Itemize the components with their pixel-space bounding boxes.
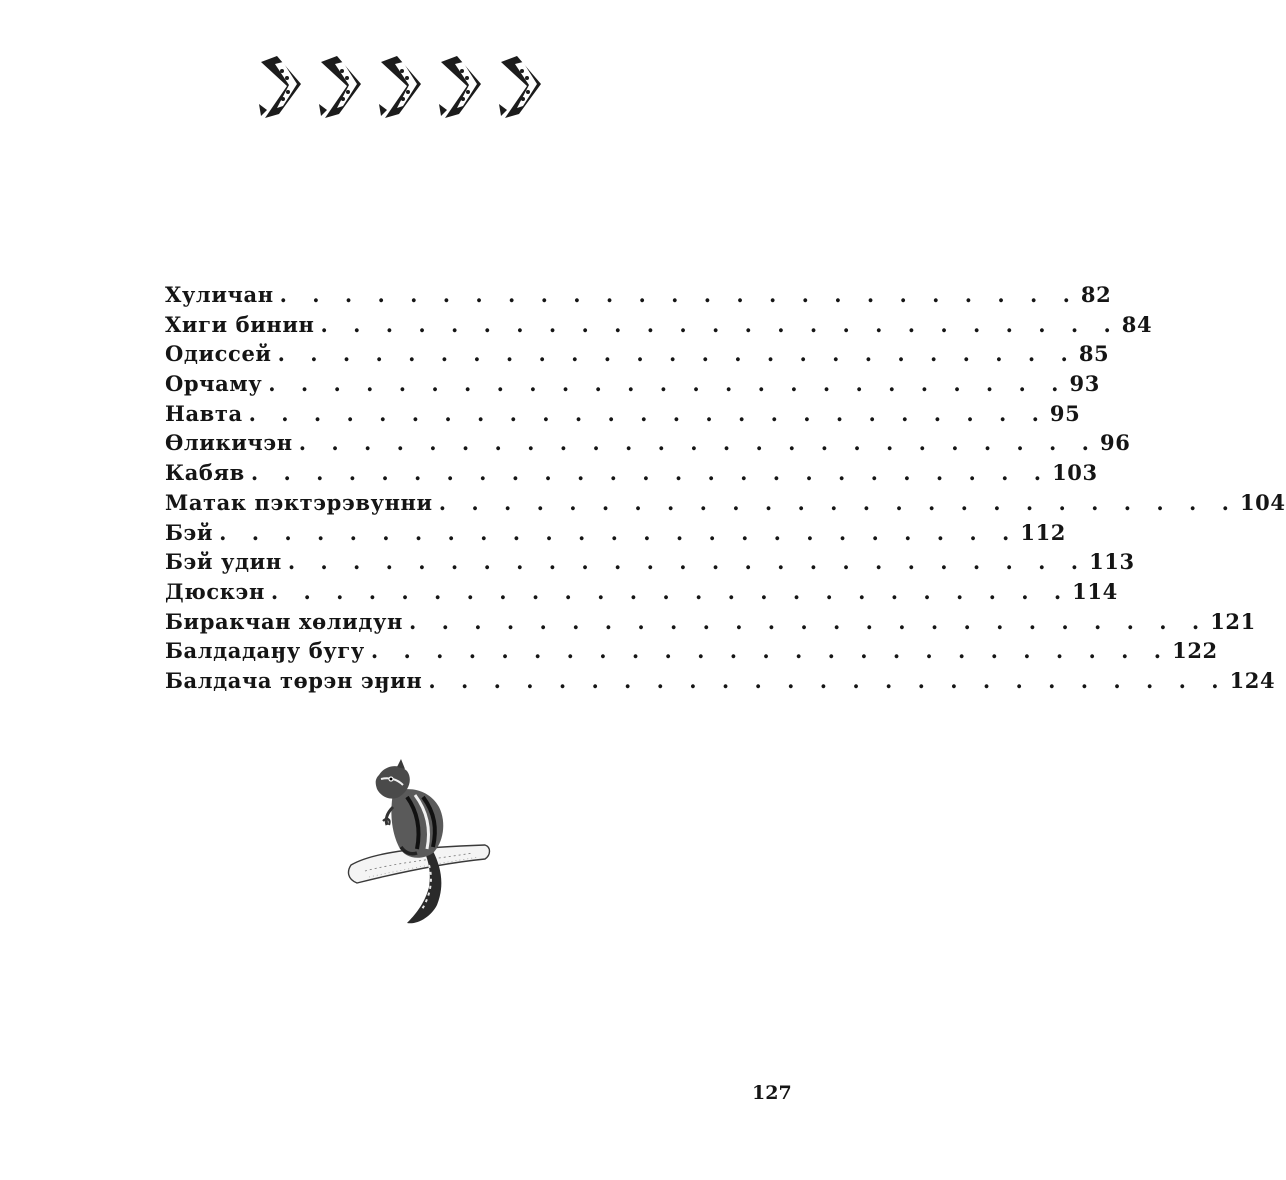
toc-leader-dots: . . . . . . . . . . . . . . . . . . . . . . . . . — [248, 400, 1048, 426]
chevron-icon — [499, 56, 541, 118]
toc-leader-dots: . . . . . . . . . . . . . . . . . . . . . . . . . — [250, 460, 1051, 486]
page-number: 127 — [752, 1082, 792, 1104]
chevron-ornament — [255, 52, 555, 122]
toc-leader-dots: . . . . . . . . . . . . . . . . . . . . . . . . . — [320, 311, 1120, 337]
toc-entry-page: 121 — [1210, 608, 1256, 634]
toc-entry-title: Балдадаӈу бугу — [165, 638, 365, 664]
toc-entry-page: 103 — [1052, 460, 1098, 486]
toc-leader-dots: . . . . . . . . . . . . . . . . . . . . . . . . . — [268, 371, 1068, 397]
toc-entry — [165, 489, 1286, 520]
toc-entry-page: 95 — [1049, 400, 1081, 426]
toc-leader-dots: . . . . . . . . . . . . . . . . . . . . . . . . . — [270, 578, 1071, 604]
toc-entry-title: Одиссей — [165, 341, 272, 367]
toc-entry — [165, 371, 1100, 401]
toc-leader-dots: . . . . . . . . . . . . . . . . . . . . . . . . . — [370, 638, 1171, 664]
chevron-icon — [319, 56, 361, 118]
toc-leader-dots: . . . . . . . . . . . . . . . . . . . . . . . . . — [279, 282, 1079, 307]
toc-entry — [165, 578, 1118, 609]
toc-entry-title: Навта — [165, 400, 243, 426]
chipmunk-illustration — [345, 755, 495, 935]
toc-entry-page: 104 — [1239, 489, 1286, 515]
toc-entry-page: 93 — [1069, 371, 1100, 397]
toc-entry — [165, 400, 1081, 431]
toc-entry — [165, 311, 1153, 342]
toc-entry — [165, 282, 1112, 312]
toc-leader-dots: . . . . . . . . . . . . . . . . . . . . . . . . . — [438, 489, 1238, 515]
toc-leader-dots: . . . . . . . . . . . . . . . . . . . . . . . . . — [287, 549, 1088, 575]
toc-entry-page: 122 — [1172, 638, 1218, 664]
toc-entry — [165, 667, 1276, 698]
toc-leader-dots: . . . . . . . . . . . . . . . . . . . . . . . . . — [219, 519, 1019, 545]
toc-entry-page: 112 — [1020, 519, 1066, 545]
toc-entry-title: Хиги бинин — [165, 311, 315, 337]
toc-entry-title: Кабяв — [165, 460, 245, 486]
toc-entry-page: 124 — [1229, 667, 1276, 693]
toc-entry-title: Орчаму — [165, 371, 263, 397]
toc-entry-title: Матак пэктэрэвунни — [165, 489, 433, 515]
toc-entry-title: Бэй удин — [165, 549, 282, 575]
toc-entry-page: 82 — [1080, 282, 1112, 307]
toc-entry — [165, 638, 1218, 668]
toc-entry — [165, 341, 1110, 371]
chevron-icon — [439, 56, 481, 118]
table-of-contents — [165, 282, 1286, 698]
chevron-icon — [379, 56, 421, 118]
toc-entry-page: 96 — [1100, 430, 1131, 456]
toc-entry — [165, 549, 1135, 579]
toc-entry — [165, 519, 1066, 550]
toc-entry-title: Балдача төрэн эӈин — [165, 667, 423, 693]
toc-leader-dots: . . . . . . . . . . . . . . . . . . . . . . . . . — [277, 341, 1077, 367]
chevron-icon — [259, 56, 301, 118]
toc-entry — [165, 460, 1098, 490]
toc-entry-title: Хуличан — [165, 282, 274, 307]
toc-entry-title: Өликичэн — [165, 430, 293, 456]
toc-leader-dots: . . . . . . . . . . . . . . . . . . . . . . . . . — [408, 608, 1209, 634]
toc-entry-title: Дюскэн — [165, 578, 265, 604]
toc-entry — [165, 608, 1256, 639]
toc-leader-dots: . . . . . . . . . . . . . . . . . . . . . . . . . — [428, 667, 1228, 693]
toc-entry-title: Биракчан хөлидун — [165, 608, 403, 634]
toc-entry-page: 114 — [1072, 578, 1118, 604]
toc-entry — [165, 430, 1131, 460]
toc-leader-dots: . . . . . . . . . . . . . . . . . . . . . . . . . — [298, 430, 1098, 456]
toc-entry-page: 113 — [1089, 549, 1135, 575]
toc-entry-page: 85 — [1078, 341, 1110, 367]
toc-entry-title: Бэй — [165, 519, 214, 545]
toc-entry-page: 84 — [1121, 311, 1153, 337]
